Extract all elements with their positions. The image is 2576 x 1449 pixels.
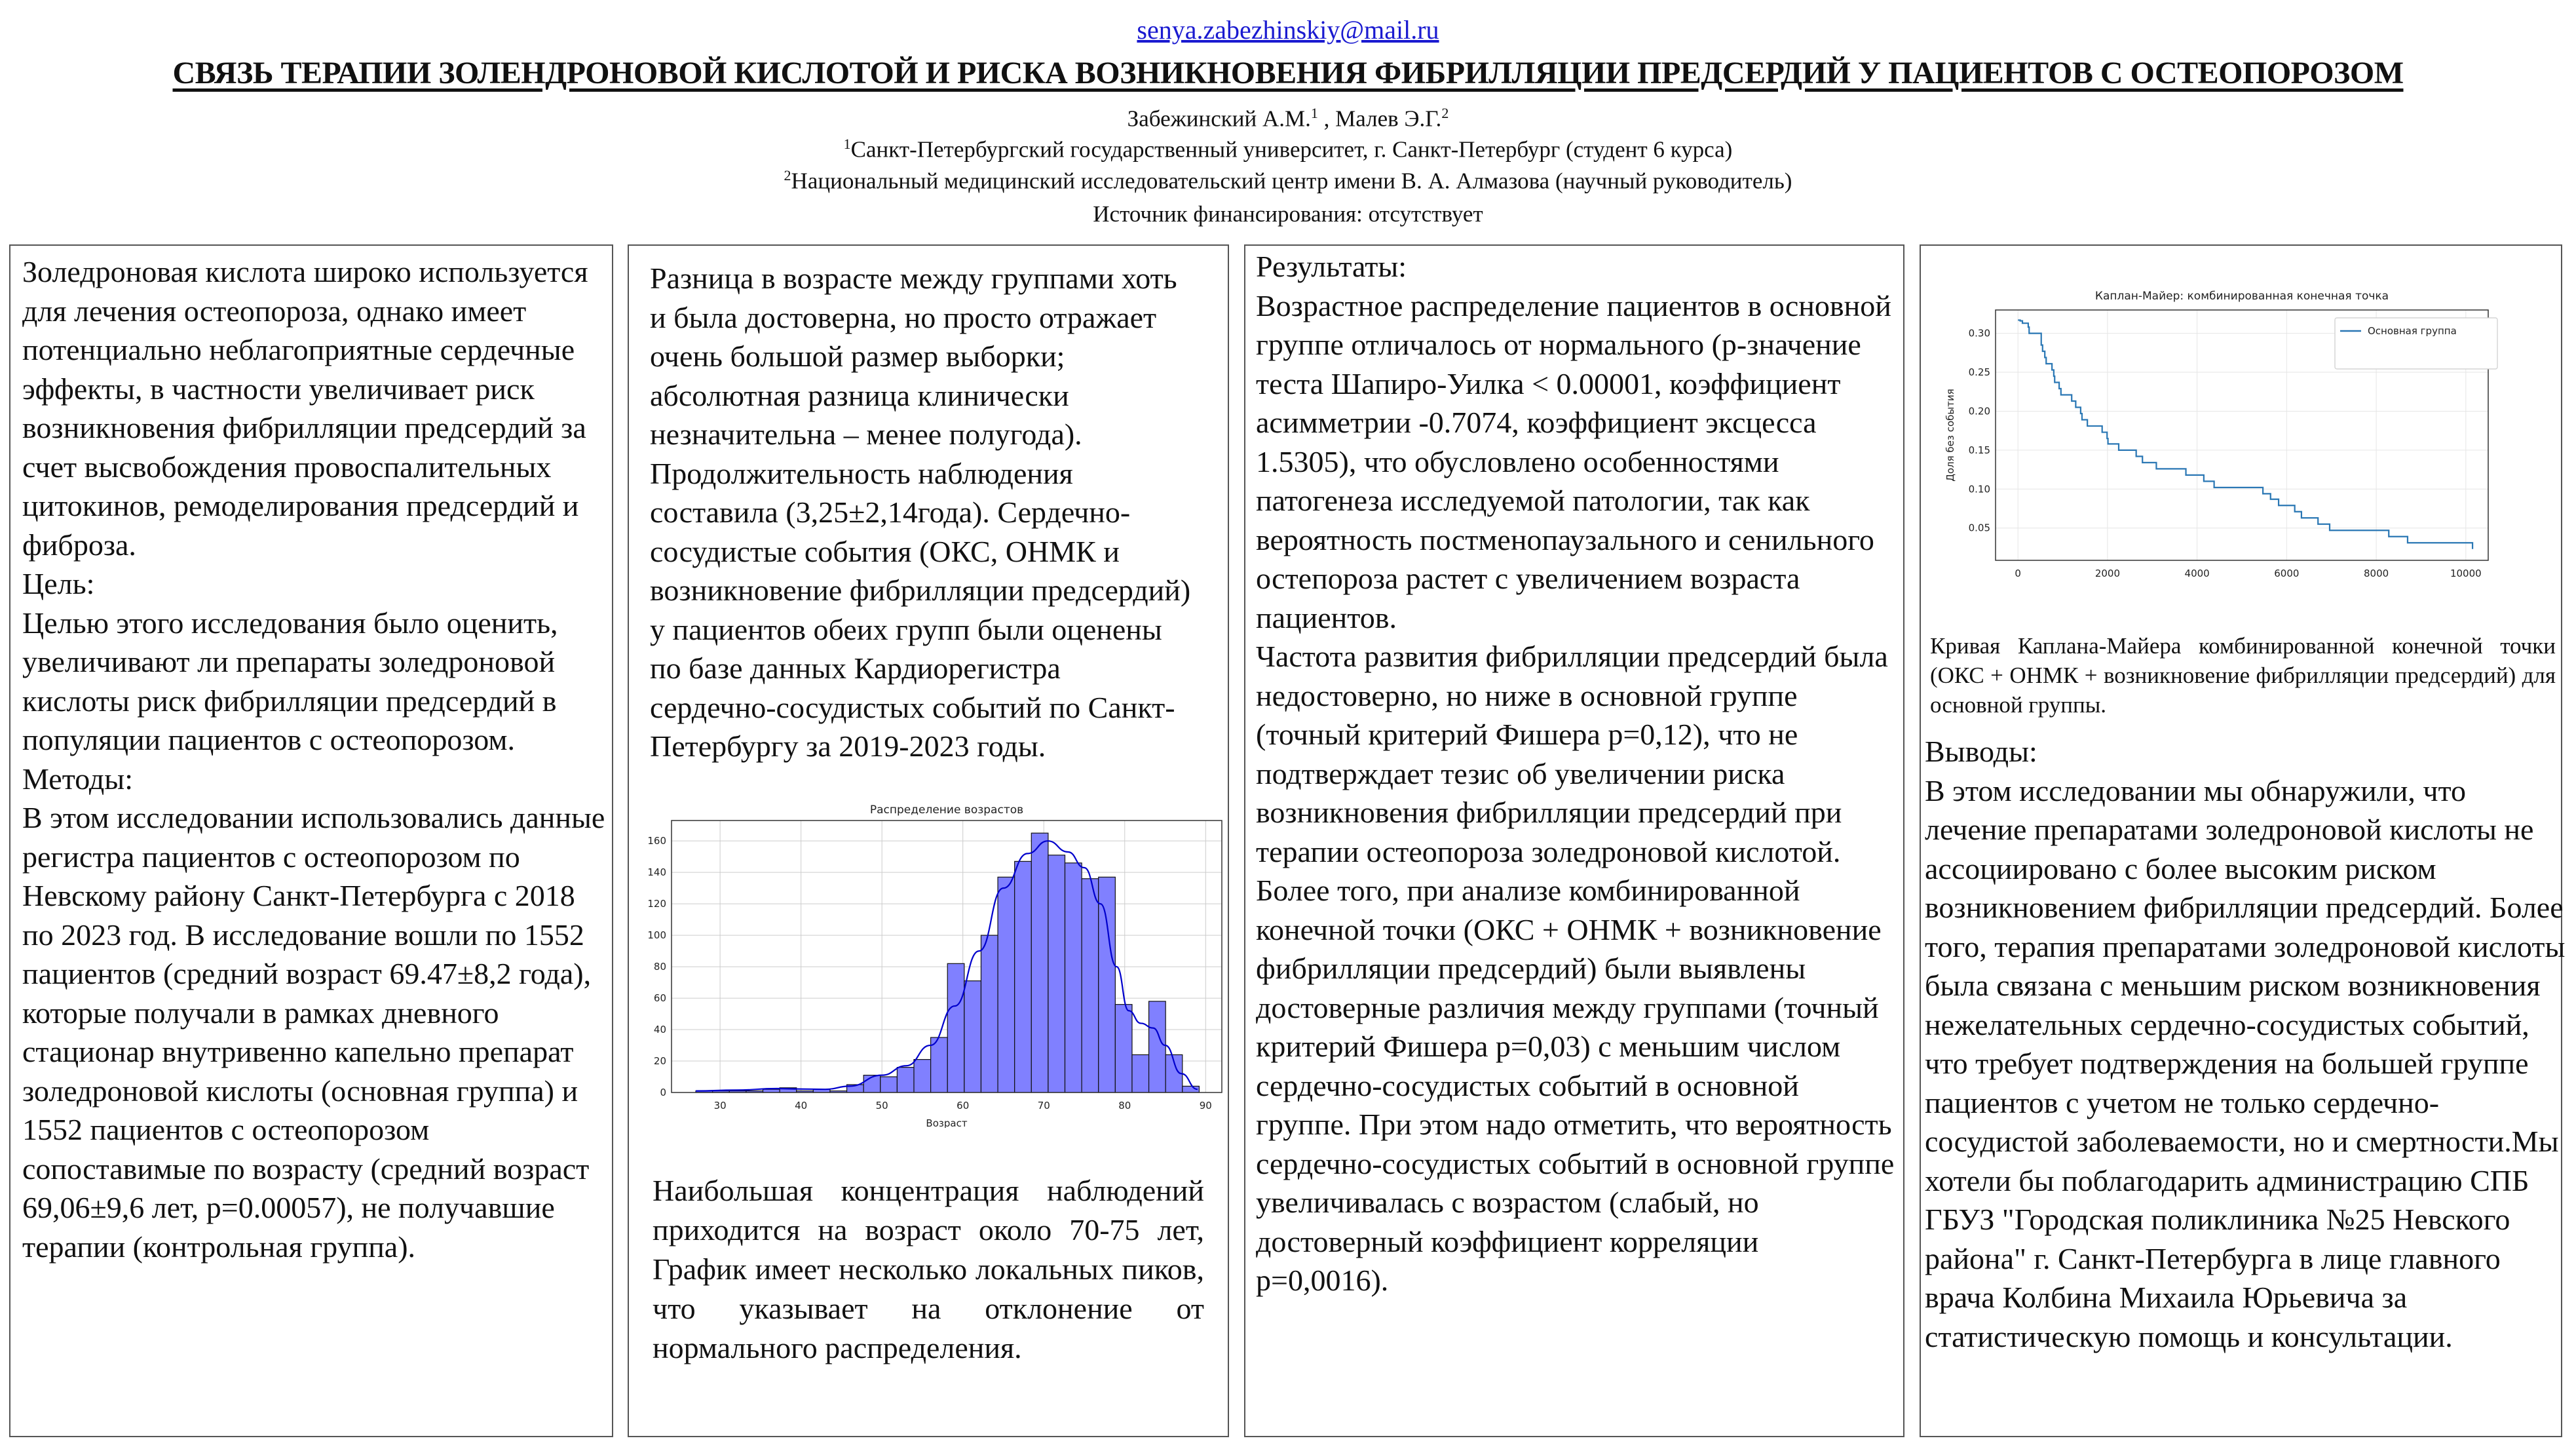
x-tick-label: 30 (713, 1100, 727, 1111)
histogram-bar (964, 981, 981, 1092)
y-tick-label: 0.05 (1968, 522, 1990, 534)
contact-email (0, 14, 2576, 45)
histogram-bar (1115, 1005, 1132, 1092)
kaplan-meier-chart (1921, 246, 2564, 619)
histogram-bar (1031, 833, 1048, 1092)
conclusions-heading: Выводы: (1925, 735, 2037, 768)
histogram-bar (1048, 855, 1065, 1092)
email-link[interactable]: senya.zabezhinskiy@mail.ru (1137, 15, 1439, 45)
y-tick-label: 0.10 (1968, 483, 1990, 495)
y-tick-label: 80 (653, 961, 666, 973)
conclusions-text: В этом исследовании мы обнаружили, что лечение препаратами золедроновой кислоты не ассоциировано с более высоким риском возникновением фибрилляции предсердий. Более того, терапия препаратами золедроновой кислоты была связана с меньшим риском возникновения нежелательных сердечно-сосудистых событий, что требует подтверждения на большей группе пациентов с учетом не только сердечно-сосудистой заболеваемости, но и смертности.Мы хотели бы поблагодарить администрацию СПБ ГБУЗ "Городская поликлиника №25 Невского района" г. Санкт-Петербурга в лице главного врача Колбина Михаила Юрьевича за статистическую помощь и консультации. (1925, 773, 2566, 1353)
x-tick-label: 80 (1118, 1100, 1131, 1111)
y-tick-label: 0.25 (1968, 366, 1990, 379)
author-1: Забежинский А.М. (1127, 106, 1311, 132)
intro-methods-panel (9, 244, 613, 1437)
histogram-bar (881, 1077, 898, 1092)
x-axis-label: Возраст (926, 1117, 968, 1128)
results-heading: Результаты: (1256, 250, 1407, 283)
km-caption: Кривая Каплана-Майера комбинированной конечной точки (ОКС + ОНМК + возникновение фибрилляции предсердий) для основной группы. (1930, 633, 2556, 718)
y-tick-label: 0 (660, 1087, 666, 1098)
y-tick-label: 40 (653, 1024, 666, 1036)
histogram-bar (1082, 879, 1099, 1092)
y-tick-label: 120 (647, 898, 666, 910)
age-histogram (629, 787, 1230, 1128)
funding-source: Источник финансирования: отсутствует (1093, 201, 1483, 227)
author-2: , Малев Э.Г. (1317, 106, 1442, 132)
age-distribution-panel (628, 244, 1229, 1437)
x-tick-label: 0 (2015, 568, 2021, 579)
histogram-bar (947, 963, 964, 1092)
y-tick-label: 0.30 (1968, 327, 1990, 339)
poster-title: СВЯЗЬ ТЕРАПИИ ЗОЛЕНДРОНОВОЙ КИСЛОТОЙ И РИСКА ВОЗНИКНОВЕНИЯ ФИБРИЛЛЯЦИИ ПРЕДСЕРДИЙ У ПАЦИЕНТОВ С ОСТЕОПОРОЗОМ (172, 56, 2404, 90)
y-axis-label: Доля без события (1944, 389, 1956, 482)
x-tick-label: 6000 (2274, 568, 2300, 579)
y-tick-label: 0.15 (1968, 444, 1990, 456)
x-tick-label: 10000 (2450, 568, 2482, 579)
x-tick-label: 70 (1037, 1100, 1050, 1111)
age-difference-text: Разница в возрасте между группами хоть и была достоверна, но просто отражает очень большой размер выборки; абсолютная разница клинически незначительна – менее полугода). Продолжительность наблюдения составила (3,25±2,14года). Сердечно-сосудистые события (ОКС, ОНМК и возникновение фибрилляции предсердий) у пациентов обеих групп были оценены по базе данных Кардиорегистра сердечно-сосудистых событий по Санкт-Петербургу за 2019-2023 годы. (650, 261, 1191, 763)
legend (2335, 318, 2497, 369)
x-tick-label: 50 (875, 1100, 888, 1111)
y-tick-label: 100 (647, 929, 666, 942)
histogram-bar (998, 877, 1015, 1092)
histogram-bar (1149, 1001, 1166, 1092)
x-tick-label: 90 (1199, 1100, 1212, 1111)
x-tick-label: 8000 (2363, 568, 2389, 579)
results-panel (1244, 244, 1904, 1437)
histogram-title: Распределение возрастов (869, 803, 1024, 817)
histogram-bar (1065, 863, 1082, 1092)
results-normality-text: Возрастное распределение пациентов в основной группе отличалось от нормального (p-значение теста Шапиро-Уилка < 0.00001, коэффициент асимметрии -0.7074, коэффициент эксцесса 1.5305), что обусловлено особенностями патогенеза исследуемой патологии, так как вероятность постменопаузального и сенильного остепороза растет с увеличением возраста пациентов. (1256, 288, 1891, 634)
x-tick-label: 4000 (2184, 568, 2210, 579)
y-tick-label: 0.20 (1968, 405, 1990, 417)
x-tick-label: 2000 (2094, 568, 2121, 579)
intro-text: Золедроновая кислота широко используется для лечения остеопороза, однако имеет потенциально неблагоприятные сердечные эффекты, в частности увеличивает риск возникновения фибрилляции предсердий за счет высвобождения провоспалительных цитокинов, ремоделирования предсердий и фиброза. (22, 255, 588, 562)
y-tick-label: 60 (653, 992, 666, 1005)
y-tick-label: 160 (647, 835, 666, 847)
y-tick-label: 20 (653, 1055, 666, 1068)
y-tick-label: 140 (647, 866, 666, 879)
histogram-bar (914, 1060, 931, 1092)
aim-text: Целью этого исследования было оценить, увеличивают ли препараты золедроновой кислоты риск фибрилляции предсердий в популяции пациентов с остеопорозом. (22, 606, 558, 756)
x-tick-label: 40 (795, 1100, 808, 1111)
km-title: Каплан-Майер: комбинированная конечная точка (2094, 290, 2389, 303)
authors: Забежинский А.М.$^1$ , Малев Э.Г.$^2$ (1127, 105, 1449, 132)
histogram-caption: Наибольшая концентрация наблюдений приходится на возраст около 70-75 лет, График имеет несколько локальных пиков, что указывает на отклонение от нормального распределения. (653, 1174, 1204, 1364)
histogram-bar (1015, 861, 1032, 1092)
results-af-text: Частота развития фибрилляции предсердий была недостоверно, но ниже в основной группе (точный критерий Фишера p=0,12), что не подтверждает тезис об увеличении риска возникновения фибрилляции предсердий при терапии остеопороза золедроновой кислотой. Более того, при анализе комбинированной конечной точки (ОКС + ОНМК + возникновение фибрилляции предсердий) были выявлены достоверные различия между группами (точный критерий Фишера p=0,03) с меньшим числом сердечно-сосудистых событий в основной группе. При этом надо отметить, что вероятность сердечно-сосудистых событий в основной группе увеличивалась с возрастом (слабый, но достоверный коэффициент корреляции p=0,0016). (1256, 640, 1895, 1297)
aim-heading: Цель: (22, 567, 95, 600)
legend-label: Основная группа (2368, 325, 2457, 337)
histogram-bar (981, 935, 998, 1092)
x-tick-label: 60 (957, 1100, 970, 1111)
methods-heading: Методы: (22, 762, 133, 796)
km-conclusions-panel (1920, 244, 2566, 1437)
affiliation-1: $^1$Санкт-Петербургский государственный университет, г. Санкт-Петербург (студент 6 курса) (843, 136, 1733, 163)
histogram-bar (931, 1037, 948, 1092)
affiliation-2: $^2$Национальный медицинский исследовательский центр имени В. А. Алмазова (научный руководитель) (784, 167, 1792, 194)
histogram-bar (1099, 877, 1116, 1092)
methods-text: В этом исследовании использовались данные регистра пациентов с остеопорозом по Невскому району Санкт-Петербурга с 2018 по 2023 год. В исследование вошли по 1552 пациентов (средний возраст 69.47±8,2 года), которые получали в рамках дневного стационар внутривенно капельно препарат золедроновой кислоты (основная группа) и 1552 пациентов с остеопорозом сопоставимые по возрасту (средний возраст 69,06±9,6 лет, p=0.00057), не получавшие терапии (контрольная группа). (22, 801, 605, 1264)
histogram-bar (897, 1068, 914, 1092)
histogram-bar (1132, 1054, 1149, 1092)
